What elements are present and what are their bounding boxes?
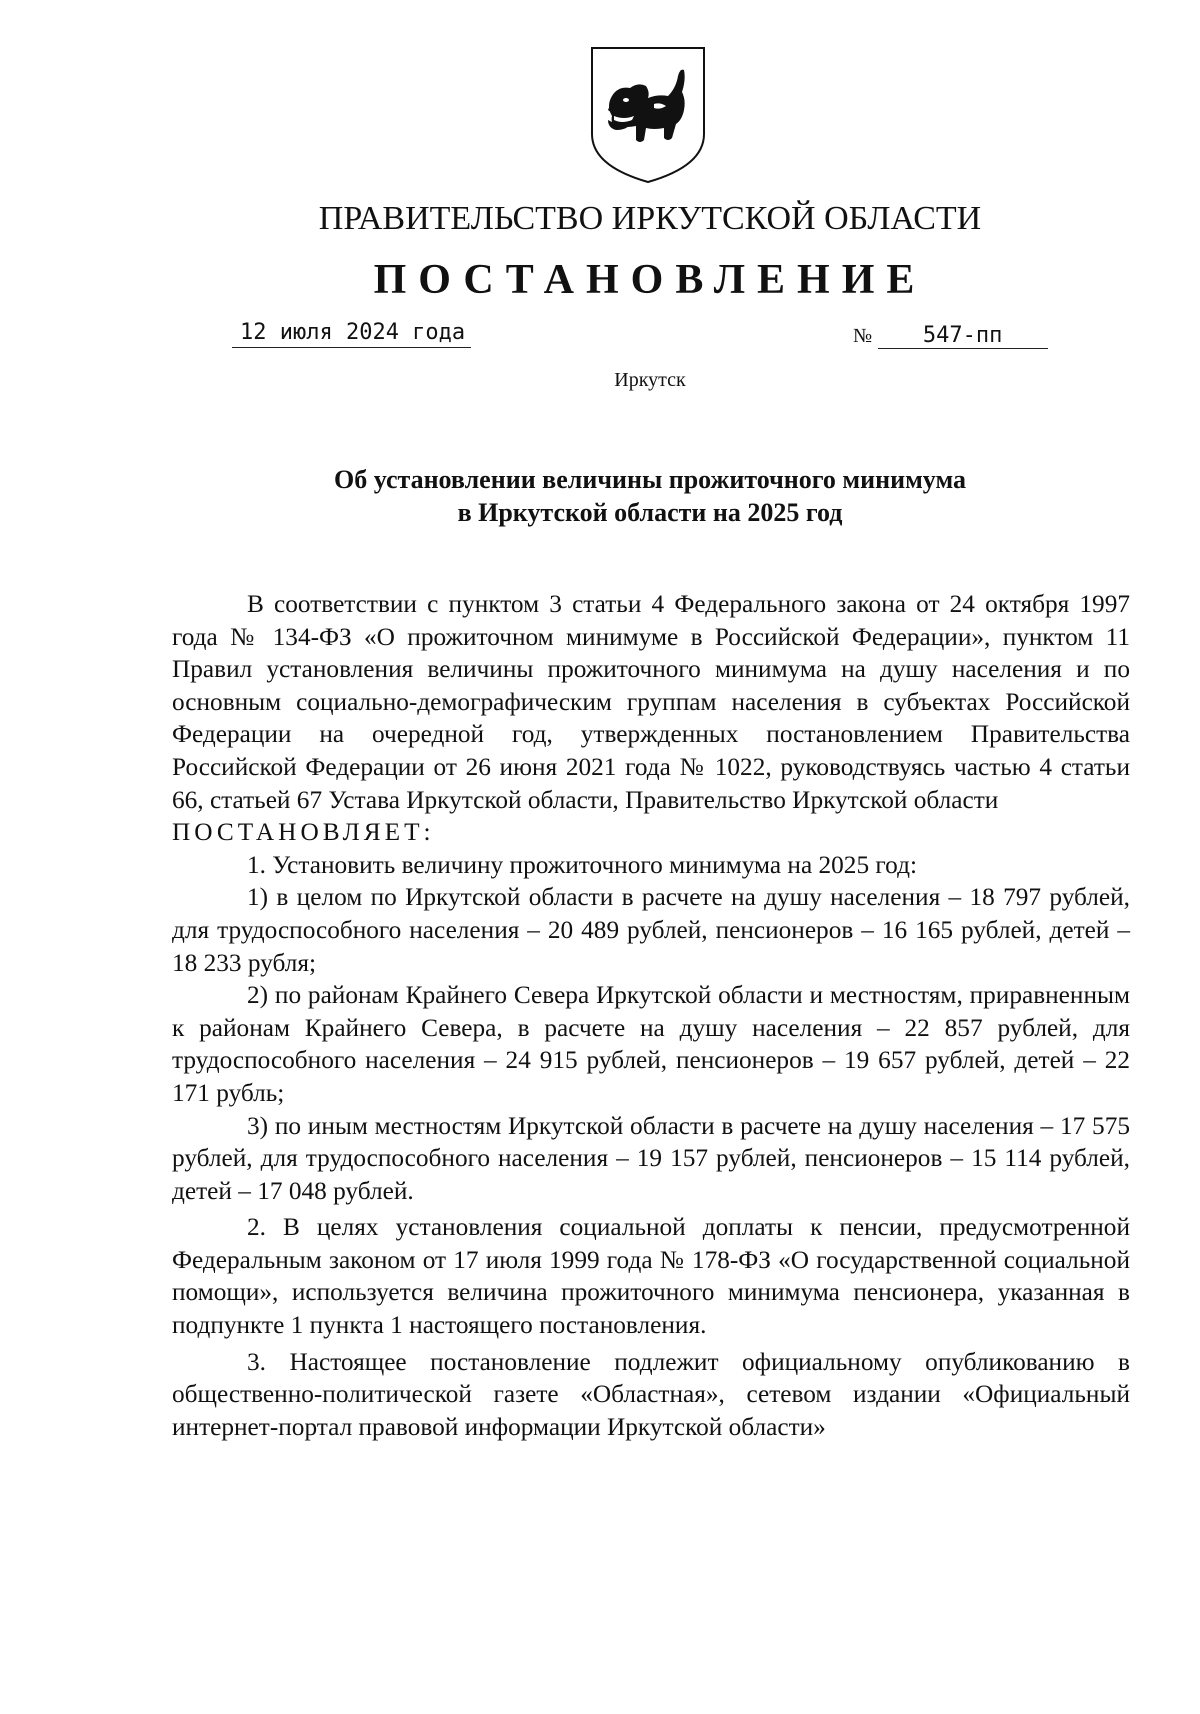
item-3: 3. Настоящее постановление подлежит официальному опубликованию в общественно-политической газете «Областная», сетевом издании «Официальный интернет-портал правовой информации Иркутской области» [172, 1347, 1130, 1441]
document-number: 547-пп [878, 323, 1048, 349]
document-date: 12 июля 2024 года [232, 320, 471, 348]
document-number-block [853, 322, 1048, 349]
item-1: 1. Установить величину прожиточного минимума на 2025 год: [247, 850, 917, 879]
item-1-3: 3) по иным местностям Иркутской области в расчете на душу населения – 17 575 рублей, для трудоспособного населения – 19 157 рублей, пенсионеров – 15 114 рублей, детей – 17 048 рублей. [172, 1111, 1130, 1205]
number-sign: № [853, 325, 873, 347]
decree-word: ПОСТАНОВЛЯЕТ: [172, 818, 435, 847]
preamble-paragraph: В соответствии с пунктом 3 статьи 4 Федерального закона от 24 октября 1997 года № 134-ФЗ «О прожиточном минимуме в Российской Федерации», пунктом 11 Правил установления величины прожиточного минимума на душу населения и по основным социально-демографическим группам населения в субъектах Российской Федерации на очередной год, утвержденных постановлением Правительства Российской Федерации от 26 июня 2021 года № 1022, руководствуясь частью 4 статьи 66, статьей 67 Устава Иркутской области, Правительство Иркутской области [172, 590, 1130, 814]
heading-line-1: Об установлении величины прожиточного минимума [334, 465, 966, 494]
irkutsk-coat-of-arms-icon [588, 46, 708, 184]
document-type: ПОСТАНОВЛЕНИЕ [373, 257, 927, 303]
item-1-1: 1) в целом по Иркутской области в расчете на душу населения – 18 797 рублей, для трудоспособного населения – 20 489 рублей, пенсионеров – 16 165 рублей, детей – 18 233 рубля; [172, 883, 1130, 977]
document-body [172, 588, 1130, 1443]
item-1-2: 2) по районам Крайнего Севера Иркутской области и местностям, приравненным к районам Крайнего Севера, в расчете на душу населения – 22 857 рублей, для трудоспособного населения – 24 915 рублей, пенсионеров – 19 657 рублей, детей – 22 171 рубль; [172, 981, 1130, 1107]
document-heading [0, 463, 1200, 529]
item-2: 2. В целях установления социальной доплаты к пенсии, предусмотренной Федеральным законом от 17 июля 1999 года № 178-ФЗ «О государственной социальной помощи», используется величина прожиточного минимума пенсионера, указанная в подпункте 1 пункта 1 настоящего постановления. [172, 1213, 1130, 1340]
heading-line-2: в Иркутской области на 2025 год [457, 498, 843, 527]
government-name: ПРАВИТЕЛЬСТВО ИРКУТСКОЙ ОБЛАСТИ [318, 200, 982, 237]
document-city: Иркутск [614, 369, 686, 391]
